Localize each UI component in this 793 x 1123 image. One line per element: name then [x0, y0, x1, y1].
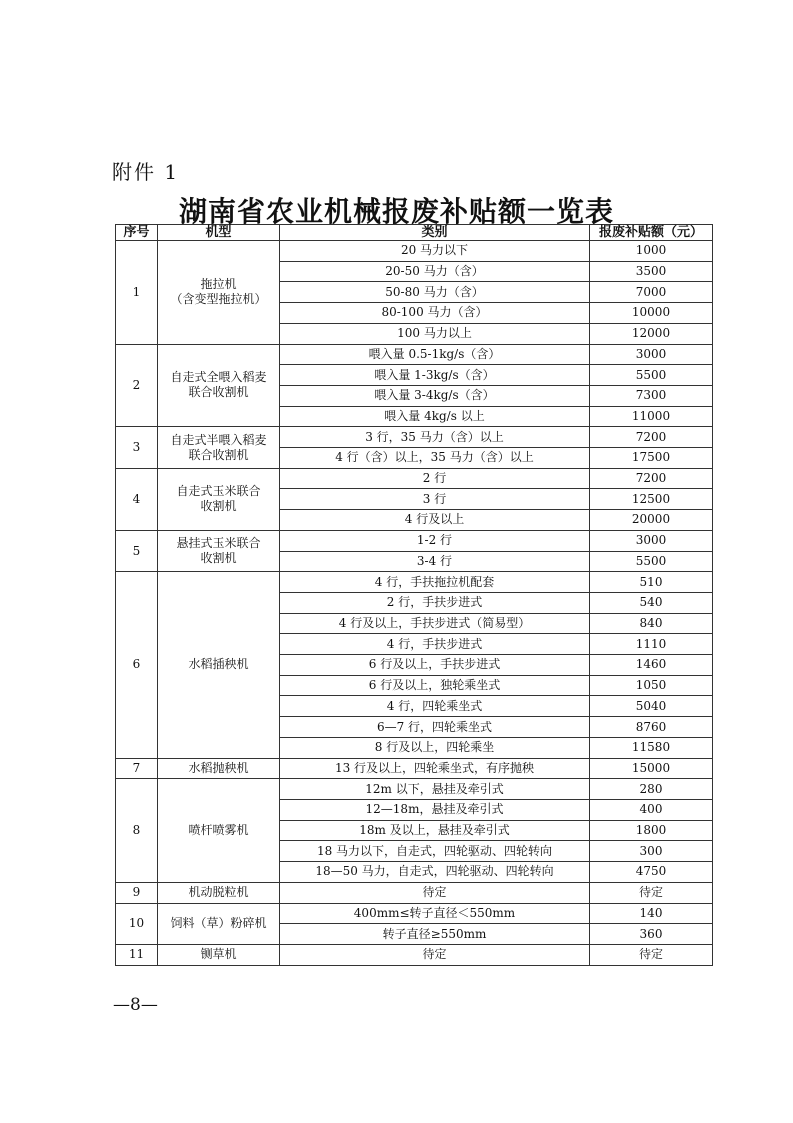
category-cell: 2 行 [280, 468, 590, 489]
subsidy-amount-cell: 1800 [590, 820, 713, 841]
table-row [116, 468, 713, 489]
subsidy-amount-cell: 12500 [590, 489, 713, 510]
subsidy-amount-cell: 1460 [590, 655, 713, 676]
table-row [116, 758, 713, 779]
machine-type-line: 自走式半喂入稻麦 [170, 432, 267, 447]
subsidy-amount-cell: 300 [590, 841, 713, 862]
machine-type-line: 收割机 [200, 499, 237, 514]
subsidy-amount-cell: 140 [590, 903, 713, 924]
machine-type-line: 铡草机 [200, 947, 237, 962]
attachment-label: 附件 1 [112, 160, 180, 184]
category-cell: 400mm≤转子直径＜550mm [280, 903, 590, 924]
row-number: 1 [116, 241, 158, 345]
machine-type-cell [158, 572, 280, 758]
subsidy-amount-cell: 5040 [590, 696, 713, 717]
machine-type-cell [158, 779, 280, 883]
category-cell: 3 行 [280, 489, 590, 510]
machine-type-line: 水稻抛秧机 [188, 760, 249, 775]
table-row [116, 427, 713, 448]
subsidy-amount-cell: 540 [590, 592, 713, 613]
category-cell: 18m 及以上，悬挂及牵引式 [280, 820, 590, 841]
machine-type-line: 喷杆喷雾机 [188, 823, 249, 838]
category-cell: 4 行，四轮乘坐式 [280, 696, 590, 717]
subsidy-table [115, 224, 713, 966]
machine-type-cell [158, 241, 280, 345]
subsidy-amount-cell: 3000 [590, 344, 713, 365]
category-cell: 50-80 马力（含） [280, 282, 590, 303]
row-number: 10 [116, 903, 158, 944]
category-cell: 3 行，35 马力（含）以上 [280, 427, 590, 448]
machine-type-cell [158, 427, 280, 468]
category-cell: 6 行及以上，手扶步进式 [280, 655, 590, 676]
machine-type-cell [158, 944, 280, 965]
category-cell: 3-4 行 [280, 551, 590, 572]
subsidy-amount-cell: 360 [590, 924, 713, 945]
category-cell: 20-50 马力（含） [280, 261, 590, 282]
row-number: 2 [116, 344, 158, 427]
category-cell: 待定 [280, 882, 590, 903]
header-machine-type: 机型 [158, 225, 280, 241]
machine-type-line: 饲料（草）粉碎机 [170, 916, 267, 931]
subsidy-amount-cell: 1110 [590, 634, 713, 655]
table-row [116, 572, 713, 593]
row-number: 8 [116, 779, 158, 883]
subsidy-amount-cell: 12000 [590, 323, 713, 344]
category-cell: 6—7 行，四轮乘坐式 [280, 717, 590, 738]
category-cell: 13 行及以上，四轮乘坐式，有序抛秧 [280, 758, 590, 779]
machine-type-line: （含变型拖拉机） [170, 292, 267, 307]
category-cell: 18 马力以下，自走式，四轮驱动、四轮转向 [280, 841, 590, 862]
category-cell: 8 行及以上，四轮乘坐 [280, 737, 590, 758]
category-cell: 100 马力以上 [280, 323, 590, 344]
machine-type-cell [158, 758, 280, 779]
machine-type-line: 自走式全喂入稻麦 [170, 370, 267, 385]
row-number: 4 [116, 468, 158, 530]
machine-type-line: 水稻插秧机 [188, 657, 249, 672]
category-cell: 喂入量 0.5-1kg/s（含） [280, 344, 590, 365]
category-cell: 4 行及以上，手扶步进式（简易型） [280, 613, 590, 634]
machine-type-line: 悬挂式玉米联合 [176, 536, 261, 551]
category-cell: 80-100 马力（含） [280, 303, 590, 324]
table-body [116, 241, 713, 966]
machine-type-cell [158, 344, 280, 427]
category-cell: 18—50 马力，自走式，四轮驱动、四轮转向 [280, 862, 590, 883]
subsidy-amount-cell: 4750 [590, 862, 713, 883]
subsidy-amount-cell: 17500 [590, 448, 713, 469]
category-cell: 12m 以下，悬挂及牵引式 [280, 779, 590, 800]
machine-type-line: 拖拉机 [200, 277, 237, 292]
subsidy-amount-cell: 7200 [590, 468, 713, 489]
table-row [116, 530, 713, 551]
row-number: 9 [116, 882, 158, 903]
table-header-row [116, 225, 713, 241]
table-row [116, 903, 713, 924]
table-row [116, 882, 713, 903]
subsidy-amount-cell: 5500 [590, 365, 713, 386]
row-number: 11 [116, 944, 158, 965]
subsidy-amount-cell: 待定 [590, 944, 713, 965]
document-title: 湖南省农业机械报废补贴额一览表 [178, 195, 614, 228]
machine-type-cell [158, 468, 280, 530]
subsidy-amount-cell: 11000 [590, 406, 713, 427]
subsidy-amount-cell: 待定 [590, 882, 713, 903]
category-cell: 6 行及以上，独轮乘坐式 [280, 675, 590, 696]
subsidy-amount-cell: 840 [590, 613, 713, 634]
subsidy-amount-cell: 7200 [590, 427, 713, 448]
machine-type-line: 联合收割机 [188, 385, 249, 400]
machine-type-line: 收割机 [200, 551, 237, 566]
category-cell: 喂入量 4kg/s 以上 [280, 406, 590, 427]
table-row [116, 779, 713, 800]
subsidy-amount-cell: 280 [590, 779, 713, 800]
row-number: 6 [116, 572, 158, 758]
subsidy-amount-cell: 7000 [590, 282, 713, 303]
category-cell: 1-2 行 [280, 530, 590, 551]
category-cell: 4 行，手扶步进式 [280, 634, 590, 655]
row-number: 5 [116, 530, 158, 571]
category-cell: 4 行及以上 [280, 510, 590, 531]
category-cell: 20 马力以下 [280, 241, 590, 262]
subsidy-amount-cell: 11580 [590, 737, 713, 758]
subsidy-amount-cell: 5500 [590, 551, 713, 572]
row-number: 3 [116, 427, 158, 468]
subsidy-amount-cell: 20000 [590, 510, 713, 531]
machine-type-cell [158, 903, 280, 944]
table-row [116, 241, 713, 262]
category-cell: 2 行，手扶步进式 [280, 592, 590, 613]
machine-type-cell [158, 882, 280, 903]
table-row [116, 344, 713, 365]
subsidy-amount-cell: 3500 [590, 261, 713, 282]
subsidy-amount-cell: 8760 [590, 717, 713, 738]
machine-type-line: 联合收割机 [188, 447, 249, 462]
subsidy-amount-cell: 510 [590, 572, 713, 593]
category-cell: 转子直径≥550mm [280, 924, 590, 945]
machine-type-line: 自走式玉米联合 [176, 484, 261, 499]
subsidy-amount-cell: 15000 [590, 758, 713, 779]
category-cell: 4 行，手扶拖拉机配套 [280, 572, 590, 593]
table-row [116, 944, 713, 965]
header-subsidy-amount: 报废补贴额（元） [590, 225, 713, 241]
subsidy-amount-cell: 400 [590, 799, 713, 820]
subsidy-amount-cell: 10000 [590, 303, 713, 324]
category-cell: 待定 [280, 944, 590, 965]
subsidy-amount-cell: 3000 [590, 530, 713, 551]
machine-type-cell [158, 530, 280, 571]
category-cell: 喂入量 1-3kg/s（含） [280, 365, 590, 386]
subsidy-amount-cell: 1050 [590, 675, 713, 696]
page-number: —8— [113, 995, 158, 1015]
header-no: 序号 [116, 225, 158, 241]
machine-type-line: 机动脱粒机 [188, 885, 249, 900]
row-number: 7 [116, 758, 158, 779]
header-category: 类别 [280, 225, 590, 241]
category-cell: 喂入量 3-4kg/s（含） [280, 385, 590, 406]
category-cell: 12—18m，悬挂及牵引式 [280, 799, 590, 820]
subsidy-amount-cell: 1000 [590, 241, 713, 262]
category-cell: 4 行（含）以上，35 马力（含）以上 [280, 448, 590, 469]
subsidy-amount-cell: 7300 [590, 385, 713, 406]
